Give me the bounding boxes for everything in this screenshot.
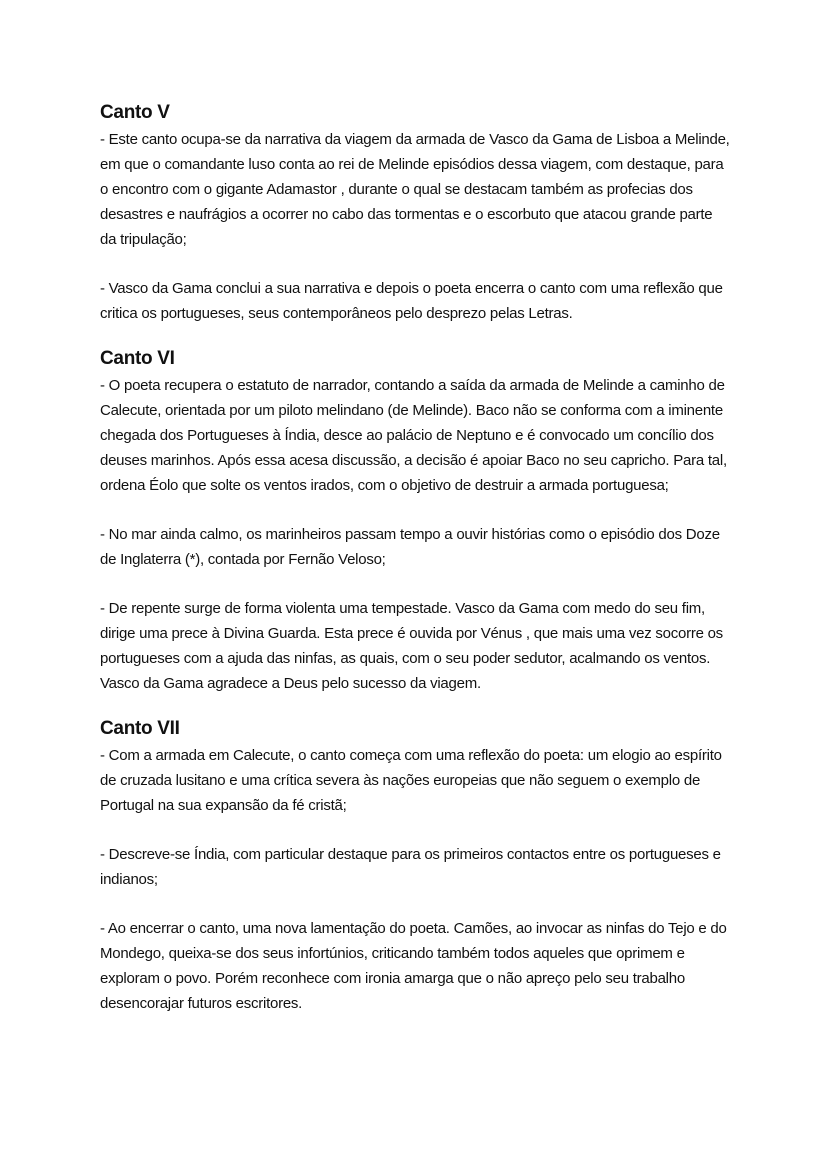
paragraph: - Com a armada em Calecute, o canto começa com uma reflexão do poeta: um elogio ao espírito de cruzada lusitano e uma crítica severa às nações europeias que não seguem o exemplo de Portugal na sua expansão da fé cristã; [100,747,722,814]
paragraph: - De repente surge de forma violenta uma tempestade. Vasco da Gama com medo do seu fim, dirige uma prece à Divina Guarda. Esta prece é ouvida por Vénus , que mais uma vez socorre os portugueses com a ajuda das ninfas, as quais, com o seu poder sedutor, acalmando os ventos. Vasco da Gama agradece a Deus pelo sucesso da viagem. [100,600,723,692]
paragraph: - Descreve-se Índia, com particular destaque para os primeiros contactos entre os portugueses e indianos; [100,846,721,888]
paragraph: - No mar ainda calmo, os marinheiros passam tempo a ouvir histórias como o episódio dos Doze de Inglaterra (*), contada por Fernão Veloso; [100,526,720,568]
section-title: Canto VI [100,348,175,369]
section-title: Canto VII [100,718,180,739]
section-canto-vii [100,716,732,1016]
paragraph: - Este canto ocupa-se da narrativa da viagem da armada de Vasco da Gama de Lisboa a Melinde, em que o comandante luso conta ao rei de Melinde episódios dessa viagem, com destaque, para o encontro com o gigante Adamastor , durante o qual se destacam também as profecias dos desastres e naufrágios a ocorrer no cabo das tormentas e o escorbuto que atacou grande parte da tripulação; [100,131,730,248]
paragraph: - Vasco da Gama conclui a sua narrativa e depois o poeta encerra o canto com uma reflexão que critica os portugueses, seus contemporâneos pelo desprezo pelas Letras. [100,280,723,322]
paragraph: - Ao encerrar o canto, uma nova lamentação do poeta. Camões, ao invocar as ninfas do Tejo e do Mondego, queixa-se dos seus infortúnios, criticando também todos aqueles que oprimem e exploram o povo. Porém reconhece com ironia amarga que o não apreço pelo seu trabalho desencorajar futuros escritores. [100,920,727,1012]
section-title: Canto V [100,102,170,123]
paragraph: - O poeta recupera o estatuto de narrador, contando a saída da armada de Melinde a caminho de Calecute, orientada por um piloto melindano (de Melinde). Baco não se conforma com a iminente chegada dos Portugueses à Índia, desce ao palácio de Neptuno e é convocado um concílio dos deuses marinhos. Após essa acesa discussão, a decisão é apoiar Baco no seu capricho. Para tal, ordena Éolo que solte os ventos irados, com o objetivo de destruir a armada portuguesa; [100,377,727,494]
section-canto-vi [100,346,732,696]
section-canto-v [100,100,732,326]
